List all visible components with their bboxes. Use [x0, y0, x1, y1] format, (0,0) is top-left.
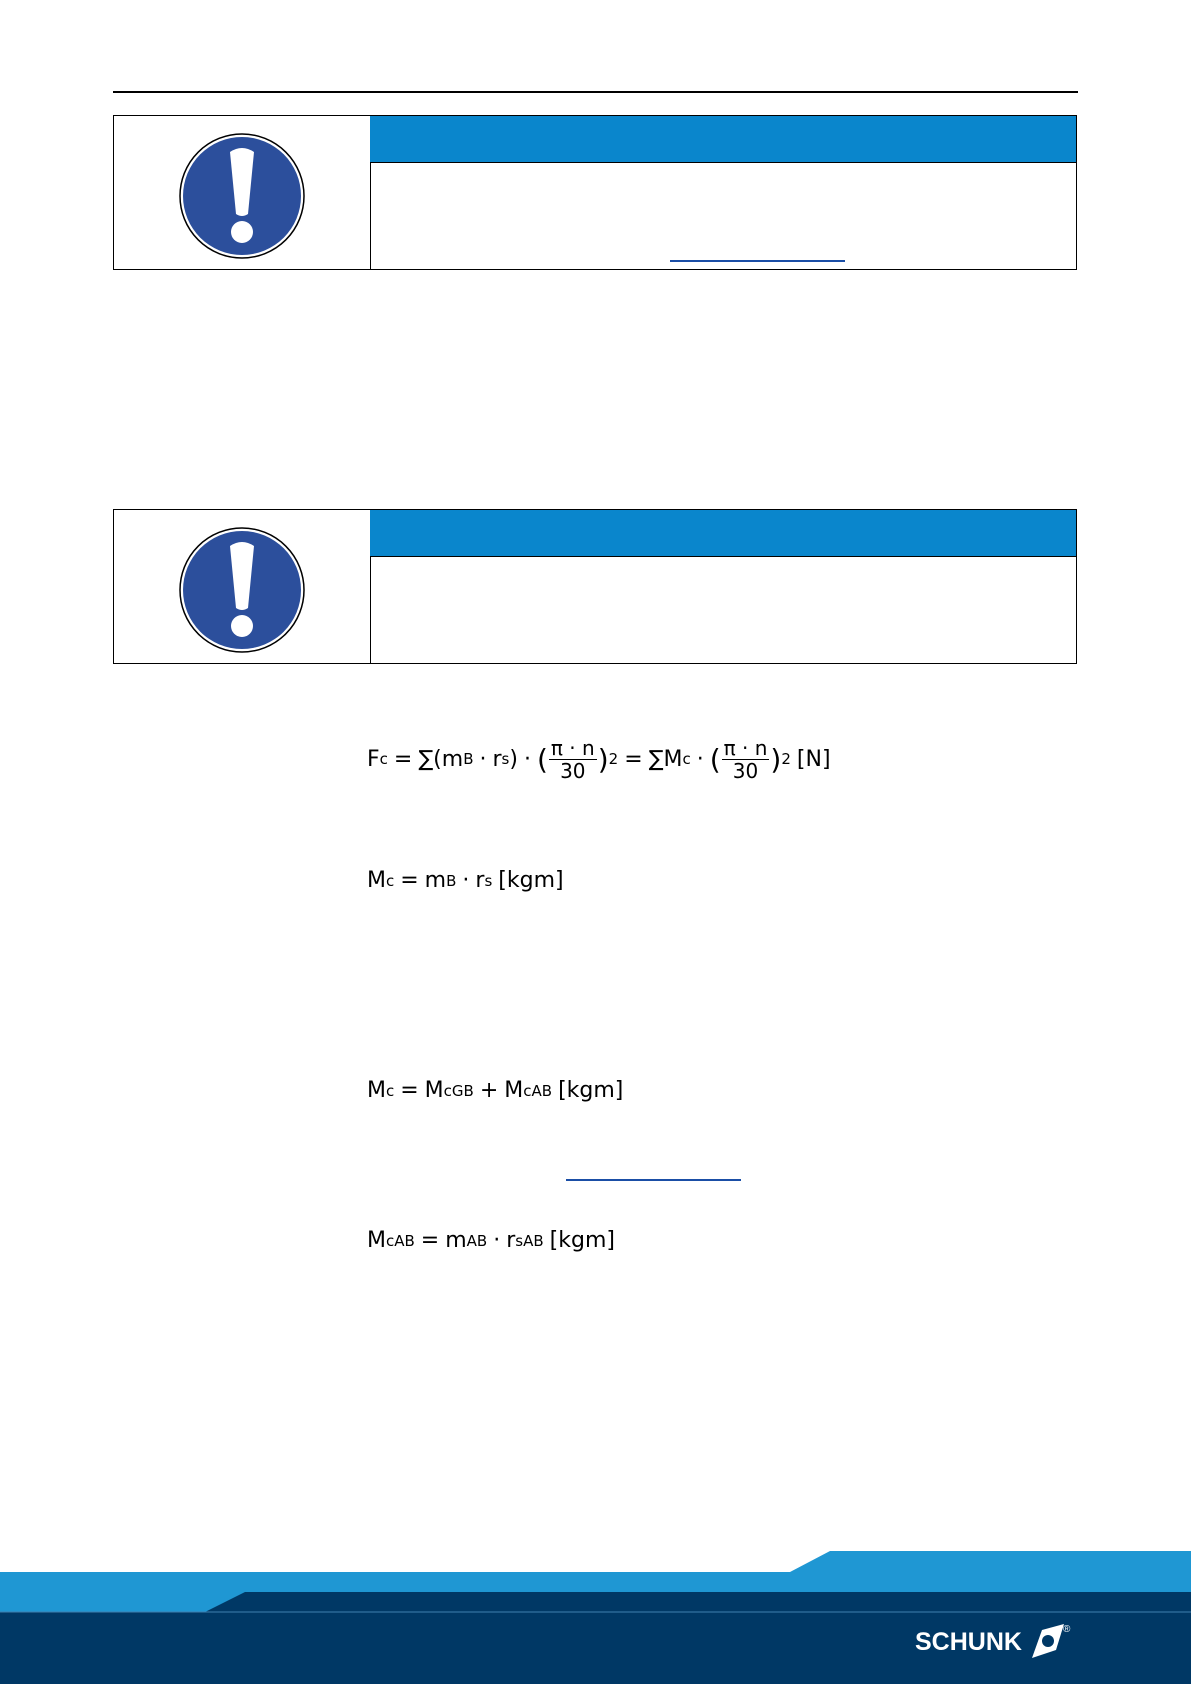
plus: +: [479, 1078, 499, 1103]
sum-symbol: ∑: [418, 746, 434, 772]
fraction-numerator: π · n: [723, 736, 768, 760]
registered-mark: ®: [1063, 1624, 1071, 1635]
paren: ): [509, 746, 518, 772]
subscript: cAB: [523, 1081, 553, 1100]
link-underline[interactable]: [566, 1179, 741, 1181]
exponent: 2: [608, 750, 619, 768]
subscript: c: [385, 871, 395, 890]
symbol-M: M: [367, 1078, 386, 1103]
fraction-numerator: π · n: [550, 736, 595, 760]
formula-jaw-moment: [367, 1230, 615, 1252]
exponent: 2: [781, 750, 791, 768]
symbol-m: m: [445, 1228, 467, 1253]
sum-symbol: ∑: [648, 746, 664, 772]
link-underline[interactable]: [670, 260, 845, 262]
unit: [kgm]: [498, 868, 564, 893]
symbol-M: M: [663, 746, 683, 772]
exclamation-mandatory-icon: [178, 132, 306, 260]
subscript: c: [385, 1081, 395, 1100]
subscript: s: [484, 871, 493, 890]
formula-centrifugal-force: F c = ∑ ( m B · r s ) · ( $\frac{\pi \cdot n}{30}$ ) 2 = ∑ M c · ( $\frac{\pi \cdot n}{30}$ ) 2 [N]: [367, 736, 831, 783]
subscript: B: [463, 750, 474, 768]
subscript: sAB: [515, 1231, 544, 1250]
footer-band: [0, 1544, 1191, 1684]
notice-box-2: [113, 509, 1077, 664]
subscript: cGB: [443, 1081, 474, 1100]
fraction-denominator: 30: [560, 759, 586, 783]
dot: ·: [462, 868, 470, 893]
notice-body: [370, 163, 1076, 269]
symbol-r: r: [475, 868, 485, 893]
subscript: s: [501, 750, 510, 768]
notice-icon-cell: [114, 116, 371, 269]
subscript: B: [446, 871, 457, 890]
dot: ·: [523, 746, 531, 772]
symbol-r: r: [506, 1228, 516, 1253]
symbol-m: m: [424, 868, 447, 893]
dot: ·: [696, 746, 704, 772]
notice-icon-cell: [114, 510, 371, 663]
subscript: c: [682, 750, 691, 768]
formula-centrifugal-moment: [367, 870, 564, 892]
equals: =: [420, 1228, 440, 1253]
equals: =: [400, 868, 419, 893]
dot: ·: [493, 1228, 501, 1253]
equals: =: [400, 1078, 419, 1103]
exclamation-mandatory-icon: [178, 526, 306, 654]
notice-box-1: [113, 115, 1077, 270]
notice-header-bar: [370, 510, 1076, 557]
subscript: AB: [466, 1231, 488, 1250]
symbol-r: r: [492, 746, 502, 772]
symbol-M: M: [424, 1078, 444, 1103]
equals: =: [393, 746, 413, 772]
symbol-M: M: [367, 868, 386, 893]
equals: =: [624, 746, 643, 772]
unit: [kgm]: [549, 1228, 615, 1253]
subscript: c: [379, 750, 388, 768]
symbol-M: M: [367, 1228, 386, 1253]
symbol-m: m: [441, 746, 464, 772]
notice-body: [370, 557, 1076, 663]
symbol-M: M: [504, 1078, 524, 1103]
notice-header-bar: [370, 116, 1076, 163]
header-rule: [113, 91, 1078, 93]
paren: (: [433, 746, 442, 772]
fraction: [722, 738, 770, 781]
unit: [kgm]: [558, 1078, 624, 1103]
formula-total-moment: [367, 1080, 623, 1102]
dot: ·: [479, 746, 487, 772]
fraction: [549, 738, 597, 781]
unit: [N]: [796, 746, 831, 772]
symbol-F: F: [367, 746, 380, 772]
schunk-logo-text: SCHUNK: [915, 1628, 1022, 1656]
subscript: cAB: [385, 1231, 415, 1250]
fraction-denominator: 30: [732, 759, 759, 783]
